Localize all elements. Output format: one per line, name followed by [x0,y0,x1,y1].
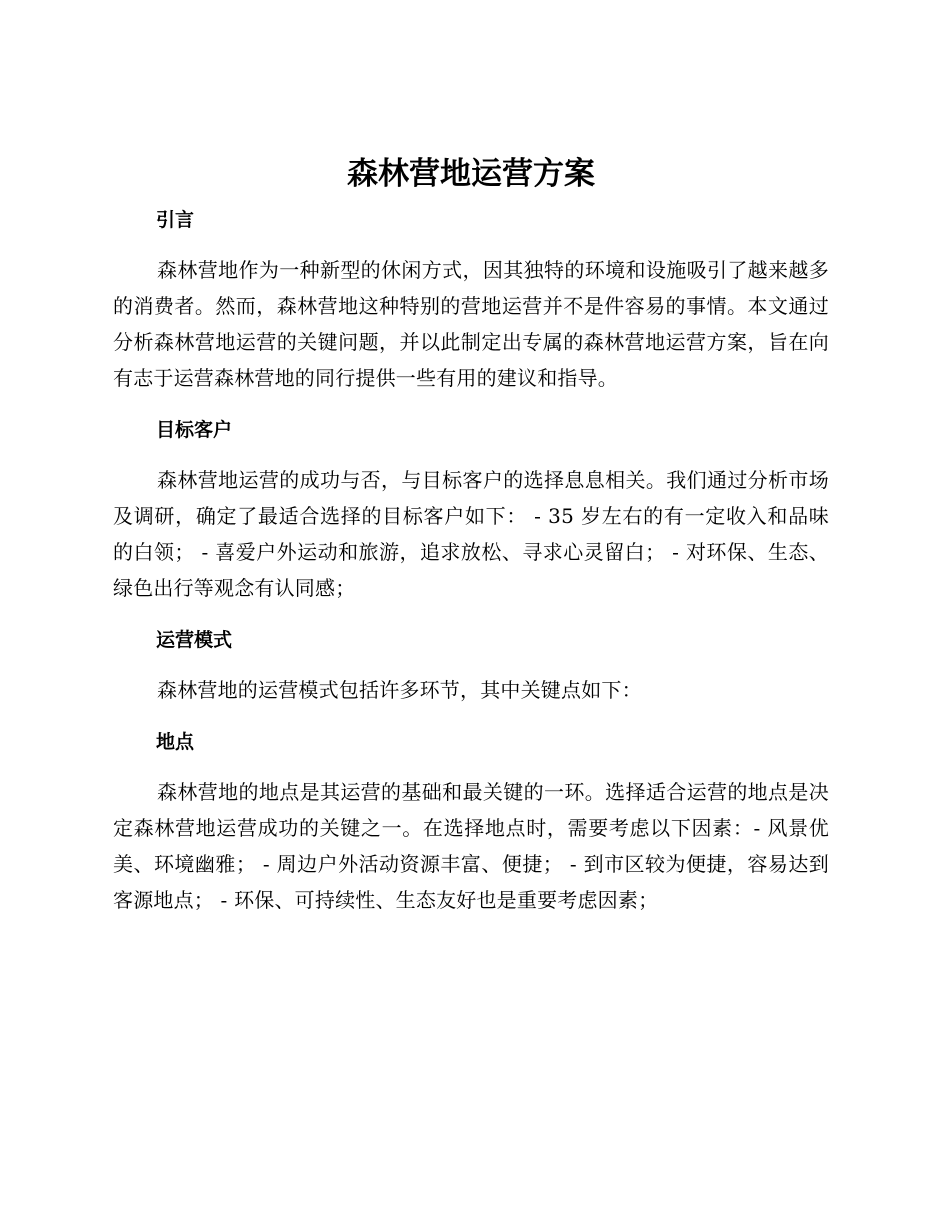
section-heading-operation-mode: 运营模式 [156,629,233,651]
paragraph-intro: 森林营地作为一种新型的休闲方式，因其独特的环境和设施吸引了越来越多的消费者。然而，森林营地这种特别的营地运营并不是件容易的事情。本文通过分析森林营地运营的关键问题，并以此制定出专属的森林营地运营方案，旨在向有志于运营森林营地的同行提供一些有用的建议和指导。 [113,258,829,390]
paragraph-location: 森林营地的地点是其运营的基础和最关键的一环。选择适合运营的地点是决定森林营地运营成功的关键之一。在选择地点时，需要考虑以下因素：- 风景优美、环境幽雅； - 周边户外活动资源丰富、便捷； - 到市区较为便捷，容易达到客源地点； - 环保、可持续性、生态友好也是重要考虑因素； [113,780,829,912]
section-heading-intro: 引言 [156,209,195,231]
section-heading-target-customers: 目标客户 [156,419,233,441]
paragraph-target-customers: 森林营地运营的成功与否，与目标客户的选择息息相关。我们通过分析市场及调研，确定了最适合选择的目标客户如下： - 35 岁左右的有一定收入和品味的白领； - 喜爱户外运动和旅游，追求放松、寻求心灵留白； - 对环保、生态、绿色出行等观念有认同感； [113,468,829,600]
document-title: 森林营地运营方案 [347,156,595,192]
paragraph-operation-mode: 森林营地的运营模式包括许多环节，其中关键点如下： [157,678,642,702]
section-heading-location: 地点 [156,731,195,753]
document-content [113,150,829,918]
